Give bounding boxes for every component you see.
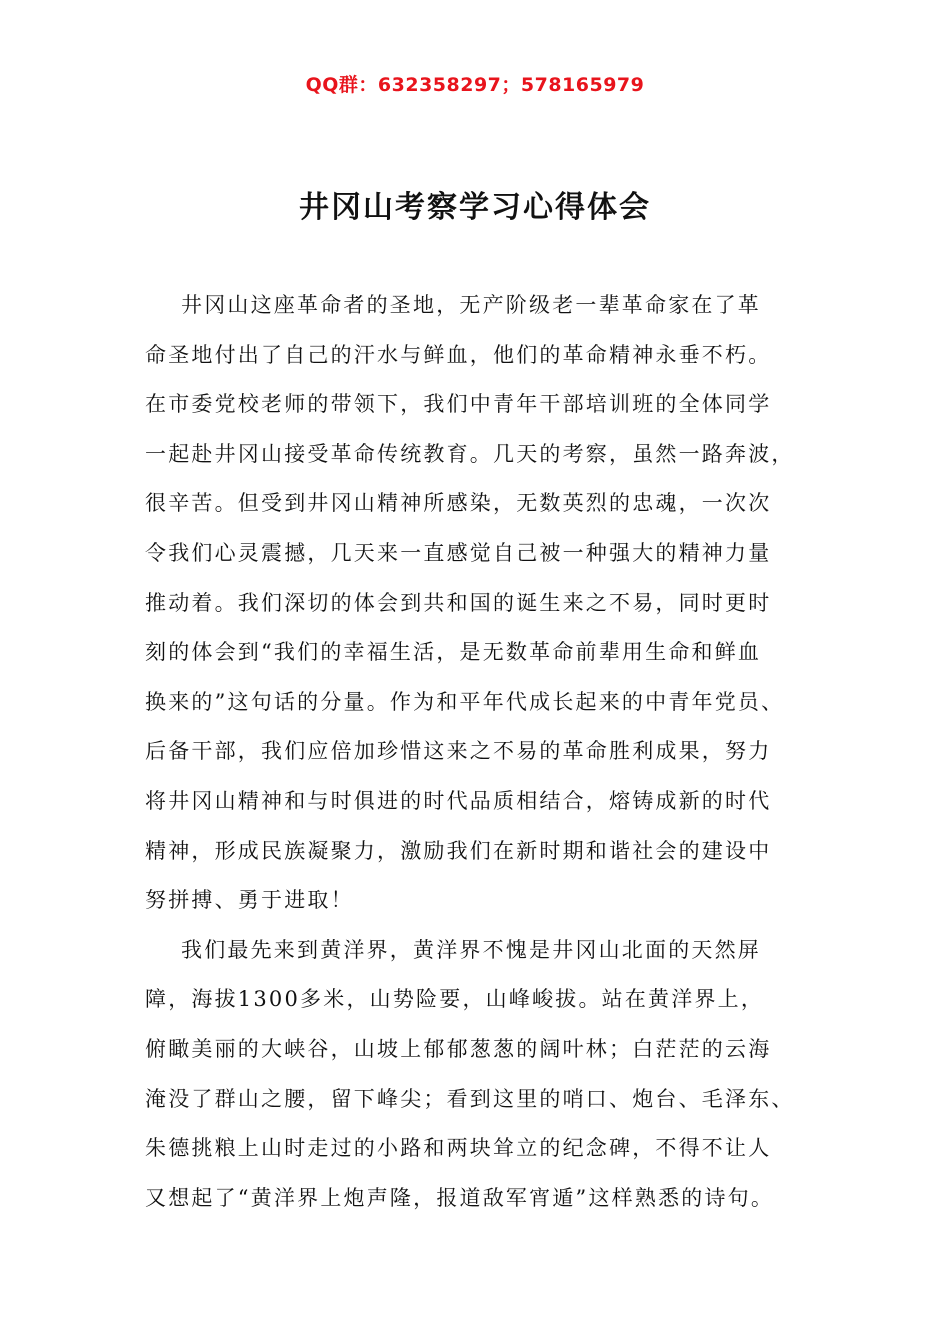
paragraph-line: 很辛苦。但受到井冈山精神所感染，无数英烈的忠魂，一次次 [145, 491, 772, 516]
paragraph-line: 刻的体会到“我们的幸福生活，是无数革命前辈用生命和鲜血 [145, 640, 762, 665]
paragraph-line: 在市委党校老师的带领下，我们中青年干部培训班的全体同学 [145, 392, 772, 417]
paragraph-line: 淹没了群山之腰，留下峰尖；看到这里的哨口、炮台、毛泽东、 [145, 1086, 795, 1111]
paragraph-line: 一起赴井冈山接受革命传统教育。几天的考察，虽然一路奔波， [145, 441, 795, 466]
qq-group-note: QQ群：632358297；578165979 [305, 74, 645, 96]
paragraph-line: 我们最先来到黄洋界，黄洋界不愧是井冈山北面的天然屏 [181, 937, 761, 962]
paragraph-line: 朱德挑粮上山时走过的小路和两块耸立的纪念碑，不得不让人 [145, 1136, 772, 1161]
paragraph [145, 281, 810, 926]
document-body [145, 281, 810, 1223]
paragraph-line: 将井冈山精神和与时俱进的时代品质相结合，熔铸成新的时代 [145, 788, 772, 813]
paragraph-line: 推动着。我们深切的体会到共和国的诞生来之不易，同时更时 [145, 590, 772, 615]
paragraph-line: 井冈山这座革命者的圣地，无产阶级老一辈革命家在了革 [181, 293, 761, 317]
paragraph [145, 926, 810, 1224]
document-title: 井冈山考察学习心得体会 [299, 190, 651, 225]
paragraph-line: 令我们心灵震撼，几天来一直感觉自己被一种强大的精神力量 [145, 540, 772, 565]
paragraph-line: 命圣地付出了自己的汗水与鲜血，他们的革命精神永垂不朽。 [145, 342, 772, 367]
paragraph-line: 障，海拔1300多米，山势险要，山峰峻拔。站在黄洋界上， [145, 987, 765, 1012]
paragraph-line: 俯瞰美丽的大峡谷，山坡上郁郁葱葱的阔叶林；白茫茫的云海 [145, 1036, 772, 1061]
paragraph-line: 又想起了“黄洋界上炮声隆，报道敌军宵遁”这样熟悉的诗句。 [145, 1185, 775, 1210]
paragraph-line: 换来的”这句话的分量。作为和平年代成长起来的中青年党员、 [145, 689, 785, 714]
paragraph-line: 精神，形成民族凝聚力，激励我们在新时期和谐社会的建设中 [145, 838, 772, 863]
paragraph-line: 后备干部，我们应倍加珍惜这来之不易的革命胜利成果，努力 [145, 739, 772, 764]
paragraph-line: 努拼搏、勇于进取！ [145, 888, 354, 913]
